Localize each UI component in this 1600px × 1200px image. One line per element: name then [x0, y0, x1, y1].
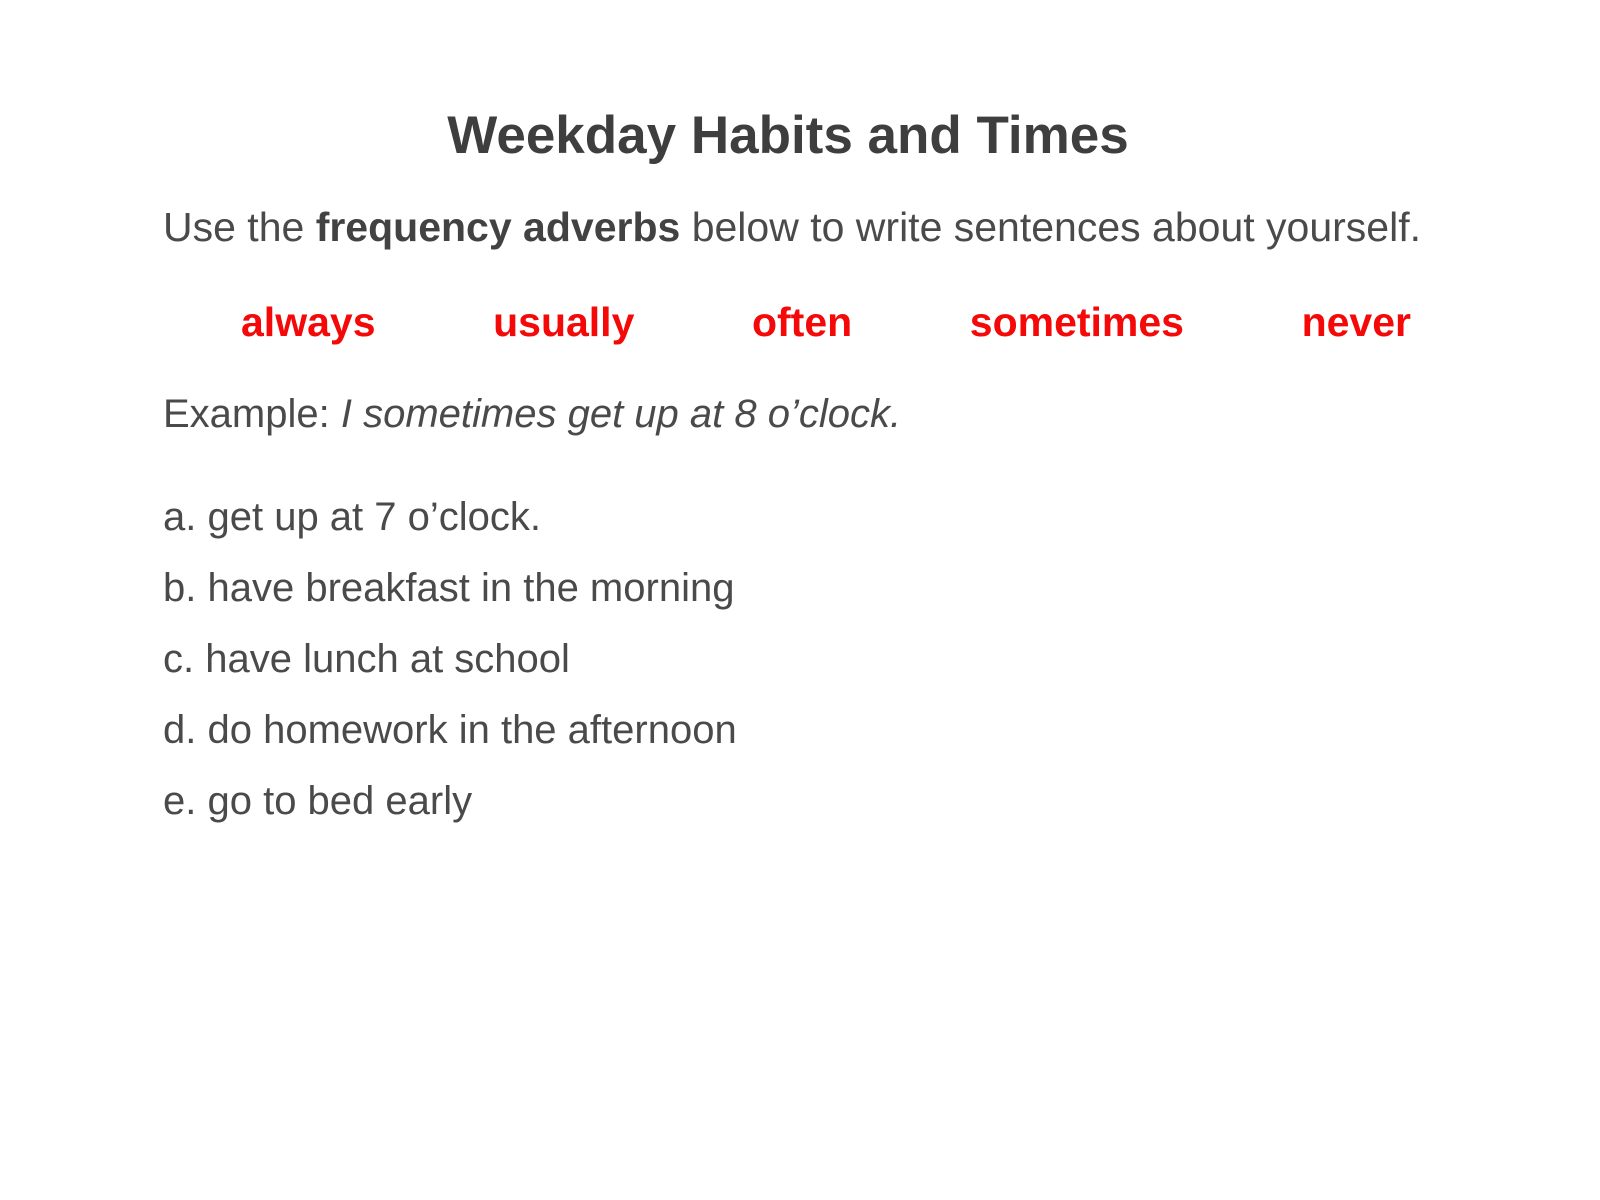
example-line — [163, 389, 1413, 439]
adverb-never: never — [1301, 299, 1411, 345]
page-title: Weekday Habits and Times — [447, 106, 1129, 165]
worksheet-content — [163, 0, 1421, 1200]
adverb-sometimes: sometimes — [969, 299, 1184, 345]
list-item-e: e. go to bed early — [163, 779, 473, 823]
adverb-word-bank — [241, 297, 1411, 347]
habit-list — [163, 492, 1413, 847]
list-item-c: c. have lunch at school — [163, 637, 570, 681]
example-label: Example: — [163, 392, 341, 436]
instruction-suffix: below to write sentences about yourself. — [680, 204, 1421, 250]
example-sentence: I sometimes get up at 8 o’clock. — [340, 392, 902, 436]
instruction-prefix: Use the — [163, 204, 316, 250]
list-item-a: a. get up at 7 o’clock. — [163, 495, 542, 539]
list-item-b: b. have breakfast in the morning — [163, 566, 735, 610]
list-item-d: d. do homework in the afternoon — [163, 708, 737, 752]
instruction-line — [163, 202, 1483, 252]
adverb-always: always — [241, 299, 376, 345]
adverb-often: often — [751, 299, 853, 345]
instruction-bold-term: frequency adverbs — [315, 204, 681, 250]
adverb-usually: usually — [493, 299, 635, 345]
